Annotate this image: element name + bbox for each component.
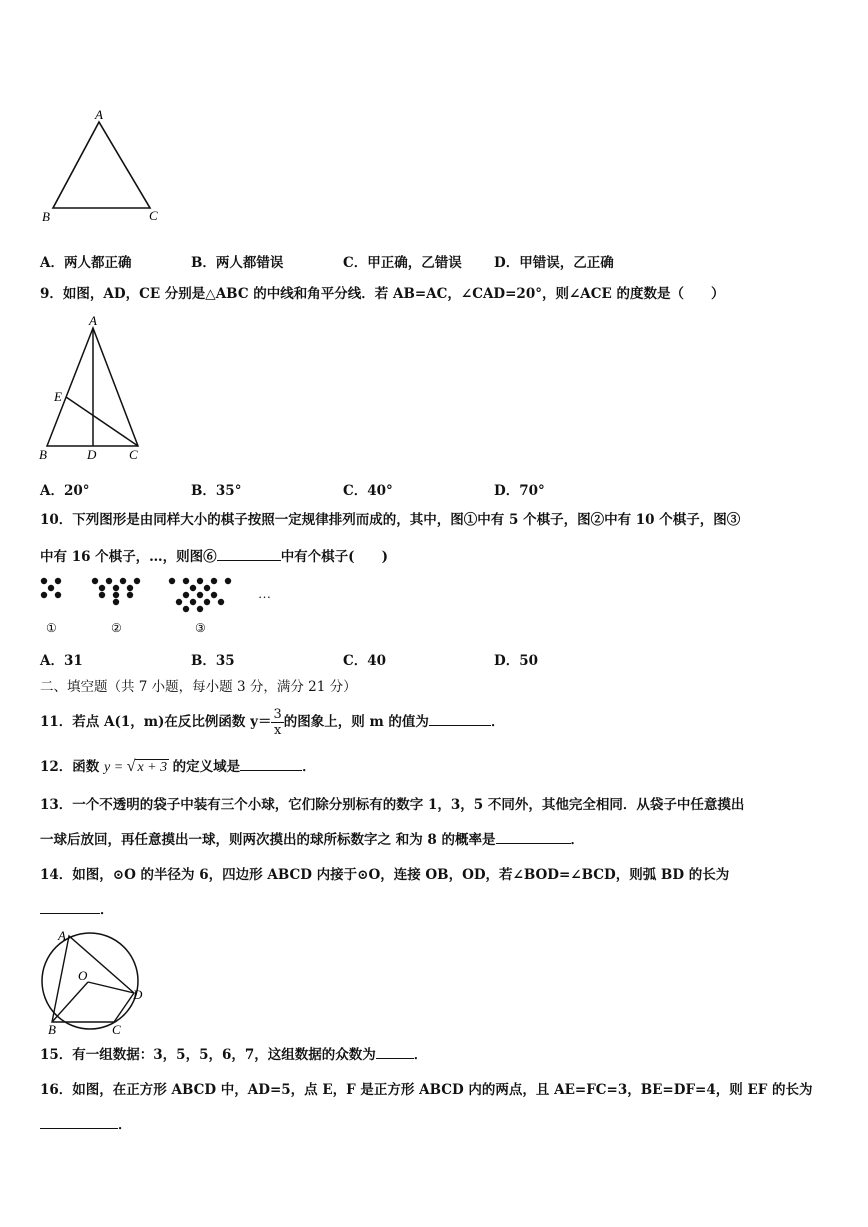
- q14-question-line2: [40, 899, 114, 920]
- q10-option-d[interactable]: D．50: [494, 653, 538, 669]
- q15-text: 15．有一组数据：3，5，5，6，7，这组数据的众数为: [40, 1047, 376, 1063]
- q11-text-a: 11．若点 A(1，m)在反比例函数 y＝: [40, 714, 272, 730]
- q10-text-a: 中有 16 个棋子，…，则图⑥: [40, 549, 217, 565]
- q16-question-line1: 16．如图，在正方形 ABCD 中，AD=5，点 E，F 是正方形 ABCD 内的两点，且 AE=FC=3，BE=DF=4，则 EF 的长为: [40, 1082, 813, 1098]
- q11-period: ．: [490, 714, 505, 730]
- q9-label-a: A: [89, 313, 97, 328]
- q13-question-line2: [40, 829, 584, 850]
- q10-option-b[interactable]: B．35: [191, 653, 235, 669]
- q11-text-b: 的图象上，则 m 的值为: [283, 714, 429, 730]
- q9-question: 9．如图，AD，CE 分别是△ABC 的中线和角平分线．若 AB=AC，∠CAD=20°，则∠ACE 的度数是（ ）: [40, 286, 725, 302]
- q14-label-b: B: [48, 1022, 56, 1036]
- q10-label-2: ②: [111, 621, 122, 635]
- q12-formula-y: y: [104, 760, 111, 775]
- q15-question: [40, 1044, 427, 1065]
- sqrt-icon: √: [126, 758, 136, 775]
- q11-denominator: x: [273, 723, 282, 738]
- section-heading: 二、填空题（共 7 小题，每小题 3 分，满分 21 分）: [40, 679, 357, 695]
- triangle-figure: [35, 105, 170, 230]
- q14-circle-figure: [34, 924, 154, 1036]
- q14-label-a: A: [58, 928, 66, 943]
- q10-question-line1: 10．下列图形是由同样大小的棋子按照一定规律排列而成的，其中，图①中有 5 个棋子，图②中有 10 个棋子，图③: [40, 512, 741, 528]
- q16-question-line2: [40, 1114, 132, 1135]
- q8-option-a[interactable]: A．两人都正确: [40, 255, 132, 271]
- q11-fraction: [271, 707, 283, 738]
- q15-answer-blank[interactable]: [376, 1044, 414, 1059]
- q9-option-c[interactable]: C．40°: [343, 483, 393, 499]
- q12-period: ．: [302, 759, 316, 775]
- q9-option-a[interactable]: A．20°: [40, 483, 90, 499]
- q10-question-line2: [40, 546, 388, 567]
- q8-option-b[interactable]: B．两人都错误: [191, 255, 284, 271]
- q9-option-d[interactable]: D．70°: [494, 483, 545, 499]
- q10-text-b: 中有个棋子( ): [280, 549, 388, 565]
- q10-ellipsis: …: [258, 586, 271, 601]
- q14-label-o: O: [78, 968, 88, 983]
- q12-answer-blank[interactable]: [240, 756, 302, 771]
- q13-answer-blank[interactable]: [496, 829, 571, 844]
- q12-text-b: 的定义域是: [172, 759, 241, 775]
- q14-label-c: C: [112, 1022, 121, 1036]
- q10-pattern-figure: [36, 574, 286, 644]
- q10-option-c[interactable]: C．40: [343, 653, 387, 669]
- q16-period: ．: [118, 1117, 132, 1133]
- q13-question-line1: 13．一个不透明的袋子中装有三个小球，它们除分别标有的数字 1，3，5 不同外，其他完全相同．从袋子中任意摸出: [40, 797, 745, 813]
- q14-label-d: D: [133, 987, 143, 1002]
- q13-period: ．: [570, 832, 584, 848]
- vertex-label-c: C: [149, 208, 158, 223]
- q11-numerator: 3: [273, 707, 282, 722]
- q9-label-d: D: [87, 447, 97, 462]
- q10-label-1: ①: [46, 621, 57, 635]
- q14-period: ．: [100, 902, 114, 918]
- q14-answer-blank[interactable]: [40, 899, 100, 914]
- q10-option-a[interactable]: A．31: [40, 653, 83, 669]
- q16-answer-blank[interactable]: [40, 1114, 118, 1129]
- vertex-label-a: A: [95, 107, 103, 122]
- q9-triangle-figure: [34, 312, 154, 467]
- q11-question: [40, 703, 504, 741]
- q8-option-c[interactable]: C．甲正确，乙错误: [343, 255, 462, 271]
- q9-label-c: C: [129, 447, 138, 462]
- q14-question-line1: 14．如图，⊙O 的半径为 6，四边形 ABCD 内接于⊙O，连接 OB，OD，若∠BOD=∠BCD，则弧 BD 的长为: [40, 867, 730, 883]
- q9-label-e: E: [54, 389, 62, 404]
- q12-question: [40, 756, 316, 778]
- q8-option-d[interactable]: D．甲错误，乙正确: [494, 255, 614, 271]
- q13-text: 一球后放回，再任意摸出一球，则两次摸出的球所标数字之 和为 8 的概率是: [40, 832, 496, 848]
- q9-label-b: B: [39, 447, 47, 462]
- q15-period: ．: [413, 1047, 428, 1063]
- q12-formula: y = √ x + 3: [104, 758, 168, 775]
- q11-answer-blank[interactable]: [429, 711, 491, 726]
- q10-label-3: ③: [195, 621, 206, 635]
- q12-radicand: x + 3: [137, 760, 168, 775]
- q12-text-a: 12．函数: [40, 759, 100, 775]
- q9-option-b[interactable]: B．35°: [191, 483, 242, 499]
- vertex-label-b: B: [42, 209, 50, 224]
- q10-answer-blank[interactable]: [217, 546, 281, 561]
